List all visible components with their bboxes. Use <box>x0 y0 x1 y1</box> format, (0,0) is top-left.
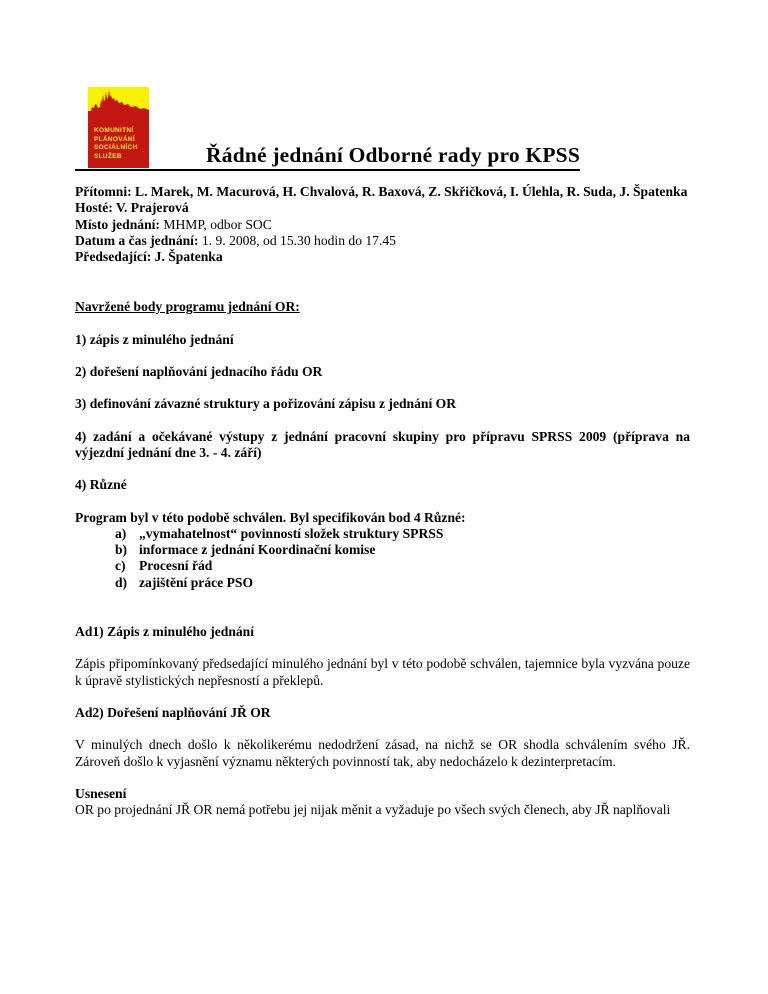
castle-silhouette-icon <box>88 87 149 120</box>
section-heading-ad1: Ad1) Zápis z minulého jednání <box>75 624 255 640</box>
point-text: zajištění práce PSO <box>139 574 254 590</box>
document-body <box>75 184 690 818</box>
approval-point-b <box>115 542 690 558</box>
point-text: „vymahatelnost“ povinností složek struktury SPRSS <box>139 525 444 541</box>
section-body-resolution: OR po projednání JŘ OR nemá potřebu jej nijak měnit a vyžaduje po všech svých členech, aby JŘ naplňovali <box>75 802 671 818</box>
logo-text-line: KOMUNITNÍ <box>94 127 134 134</box>
agenda-item-3: 3) definování závazné struktury a pořizování zápisu z jednání OR <box>75 396 457 412</box>
point-text: Procesní řád <box>139 558 213 574</box>
agenda-item-miscellaneous: 4) Různé <box>75 477 127 493</box>
section-body-ad1: Zápis připomínkovaný předsedající minulého jednání byl v této podobě schválen, tajemnice byla vyzvána pouze k úpravě stylistických nepřesností a překlepů. <box>75 656 690 688</box>
meeting-info <box>75 184 690 265</box>
section-body-ad2: V minulých dnech došlo k několikerému nedodržení zásad, na nichž se OR shodla schválením svého JŘ. Zároveň došlo k vyjasnění významu některých povinností tak, aby nedocházelo k dezinterpretacím. <box>75 737 690 769</box>
agenda-item-1: 1) zápis z minulého jednání <box>75 331 234 347</box>
approval-point-d <box>115 575 690 591</box>
approval-intro: Program byl v této podobě schválen. Byl specifikován bod 4 Různé: <box>75 509 466 525</box>
agenda-item-2: 2) dořešení naplňování jednacího řádu OR <box>75 364 323 380</box>
page-title: Řádné jednání Odborné rady pro KPSS <box>206 143 580 167</box>
approval-points <box>75 526 690 591</box>
guests-line: Hosté: V. Prajerová <box>75 200 189 216</box>
point-text: informace z jednání Koordinační komise <box>139 542 376 558</box>
logo-text <box>88 120 149 168</box>
location-line <box>75 217 690 233</box>
kpss-logo <box>88 87 149 168</box>
chair-line: Předsedající: J. Špatenka <box>75 249 223 265</box>
document-header <box>75 87 580 171</box>
location-value: MHMP, odbor SOC <box>159 216 272 232</box>
point-marker: a) <box>115 525 127 541</box>
location-label: Místo jednání: <box>75 216 160 232</box>
approval-point-a <box>115 526 690 542</box>
agenda-heading: Navržené body programu jednání OR: <box>75 299 300 315</box>
datetime-line <box>75 233 690 249</box>
attendees-line: Přítomni: L. Marek, M. Macurová, H. Chvalová, R. Baxová, Z. Skřičková, I. Úlehla, R. Suda, J. Špatenka <box>75 184 688 199</box>
point-marker: c) <box>115 558 126 574</box>
logo-text-line: SLUŽEB <box>94 152 122 160</box>
section-heading-resolution: Usnesení <box>75 785 127 801</box>
datetime-label: Datum a čas jednání: <box>75 232 199 248</box>
section-heading-ad2: Ad2) Dořešení naplňování JŘ OR <box>75 704 271 720</box>
point-marker: b) <box>115 542 128 558</box>
approval-point-c <box>115 558 690 574</box>
point-marker: d) <box>115 574 128 590</box>
agenda-item-4: 4) zadání a očekávané výstupy z jednání pracovní skupiny pro přípravu SPRSS 2009 (příprava na výjezdní jednání dne 3. - 4. září) <box>75 428 690 460</box>
logo-text-line: SOCIÁLNÍCH <box>94 144 138 151</box>
datetime-value: 1. 9. 2008, od 15.30 hodin do 17.45 <box>198 232 396 248</box>
logo-text-line: PLÁNOVÁNÍ <box>94 135 135 143</box>
